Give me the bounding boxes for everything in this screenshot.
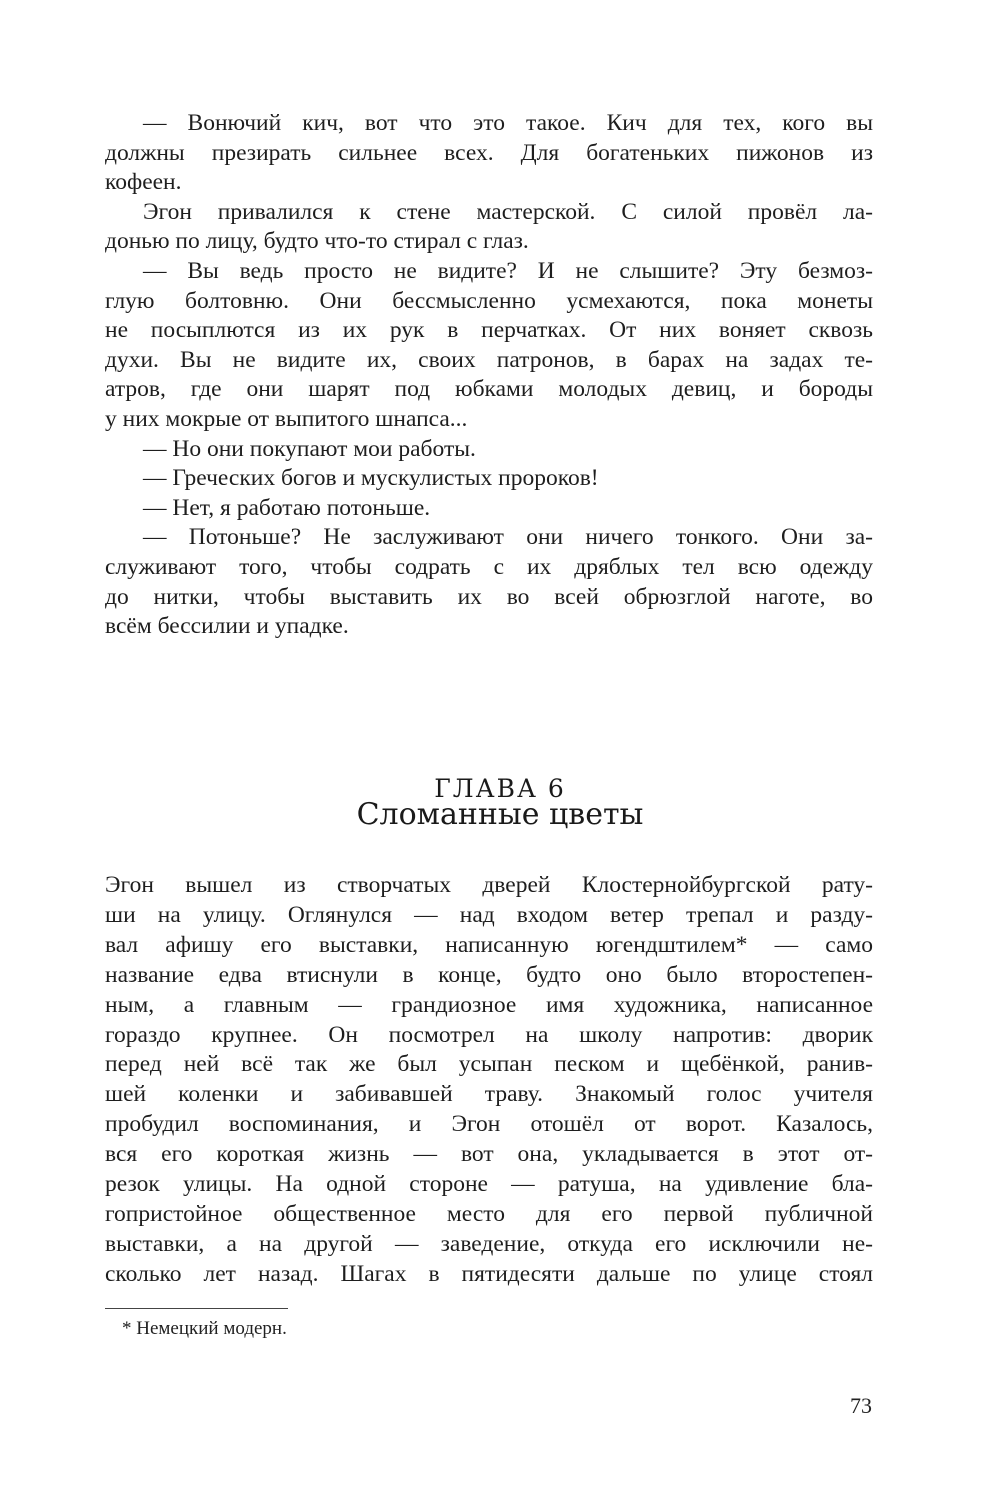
- text-line: духи. Вы не видите их, своих патронов, в барах на задах те-: [105, 346, 873, 373]
- text-line: — Но они покупают мои работы.: [143, 435, 476, 462]
- text-line: у них мокрые от выпитого шнапса...: [105, 406, 468, 432]
- text-line: шей коленки и забивавшей траву. Знакомый голос учителя: [105, 1081, 873, 1108]
- text-line: пробудил воспоминания, и Эгон отошёл от ворот. Казалось,: [105, 1111, 873, 1138]
- text-line: донью по лицу, будто что-то стирал с глаз.: [105, 228, 529, 255]
- text-line: — Вонючий кич, вот что это такое. Кич для тех, кого вы: [143, 110, 873, 136]
- text-line: не посыплются из их рук в перчатках. От них воняет сквозь: [105, 317, 873, 344]
- text-line: вал афишу его выставки, написанную югендштилем* — само: [105, 931, 873, 958]
- text-line: Эгон вышел из створчатых дверей Клостернойбургской рату-: [105, 872, 873, 898]
- text-line: — Нет, я работаю потоньше.: [143, 494, 431, 521]
- text-line: название едва втиснули в конце, будто оно было второстепен-: [105, 961, 873, 988]
- text-line: перед ней всё так же был усыпан песком и щебёнкой, ранив-: [105, 1051, 873, 1078]
- text-line: служивают того, чтобы содрать с их дряблых тел всю одежду: [105, 554, 873, 580]
- text-line: вся его короткая жизнь — вот она, укладывается в этот от-: [105, 1141, 873, 1168]
- text-line: гопристойное общественное место для его первой публичной: [105, 1200, 873, 1227]
- page-number: 73: [850, 1393, 872, 1418]
- text-line: должны презирать сильнее всех. Для богатеньких пижонов из: [105, 139, 873, 166]
- footnote-divider: [105, 1308, 288, 1309]
- text-line: ши на улицу. Оглянулся — над входом ветер трепал и разду-: [105, 901, 873, 928]
- text-line: резок улицы. На одной стороне — ратуша, на удивление бла-: [105, 1171, 873, 1197]
- text-line: выставки, а на другой — заведение, откуда его исключили не-: [105, 1230, 873, 1257]
- text-line: кофеен.: [105, 169, 182, 196]
- text-line: гораздо крупнее. Он посмотрел на школу напротив: дворик: [105, 1021, 873, 1048]
- text-line: — Греческих богов и мускулистых пророков!: [143, 465, 599, 492]
- text-line: до нитки, чтобы выставить их во всей обрюзглой наготе, во: [105, 583, 873, 610]
- text-line: атров, где они шарят под юбками молодых девиц, и бороды: [105, 376, 873, 403]
- text-line: всём бессилии и упадке.: [105, 613, 349, 640]
- text-line: — Потоньше? Не заслуживают они ничего тонкого. Они за-: [143, 524, 873, 551]
- text-line: сколько лет назад. Шагах в пятидесяти дальше по улице стоял: [105, 1260, 873, 1287]
- text-line: Эгон привалился к стене мастерской. С силой провёл ла-: [143, 198, 873, 225]
- text-line: глую болтовню. Они бессмысленно усмехаются, пока монеты: [105, 287, 873, 314]
- footnote: * Немецкий модерн.: [122, 1318, 287, 1339]
- text-line: ным, а главным — грандиозное имя художника, написанное: [105, 991, 873, 1018]
- text-line: — Вы ведь просто не видите? И не слышите? Эту безмоз-: [143, 258, 873, 284]
- chapter-number: ГЛАВА 6: [434, 774, 566, 803]
- chapter-title: Сломанные цветы: [356, 797, 644, 832]
